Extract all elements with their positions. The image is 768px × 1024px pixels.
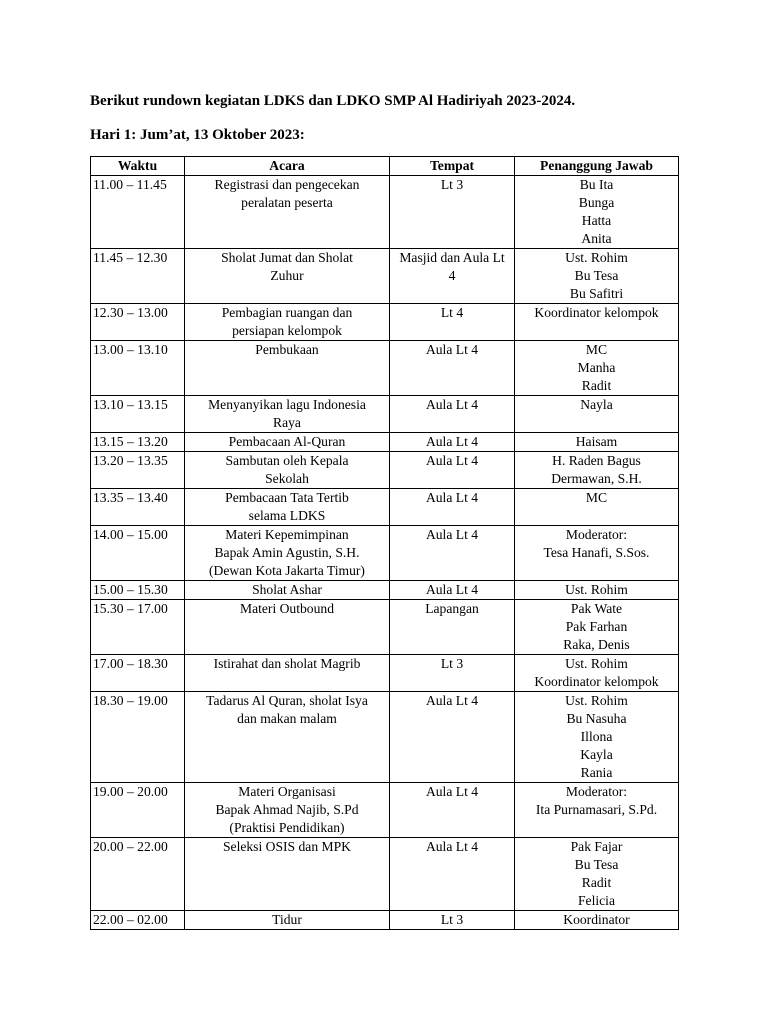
cell-penanggung-jawab-line: Radit	[581, 378, 612, 393]
cell-tempat-line: Aula Lt 4	[425, 453, 479, 468]
cell-penanggung-jawab	[515, 341, 679, 396]
cell-penanggung-jawab	[515, 600, 679, 655]
cell-tempat	[390, 341, 515, 396]
cell-acara-line: selama LDKS	[248, 508, 326, 523]
cell-tempat	[390, 783, 515, 838]
table-body	[91, 176, 679, 930]
cell-tempat-line: Aula Lt 4	[425, 693, 479, 708]
cell-penanggung-jawab-line: Kayla	[580, 747, 613, 762]
cell-acara	[185, 600, 390, 655]
cell-penanggung-jawab-line: Pak Wate	[570, 601, 623, 616]
cell-penanggung-jawab-line: Pak Farhan	[565, 619, 628, 634]
cell-acara-line: Tidur	[272, 912, 302, 927]
cell-acara	[185, 176, 390, 249]
cell-acara	[185, 396, 390, 433]
cell-penanggung-jawab	[515, 249, 679, 304]
cell-tempat	[390, 838, 515, 911]
cell-waktu: 13.15 – 13.20	[91, 433, 185, 452]
cell-waktu: 12.30 – 13.00	[91, 304, 185, 341]
cell-acara	[185, 526, 390, 581]
cell-tempat-line: Lt 3	[440, 177, 464, 192]
cell-acara-line: Bapak Ahmad Najib, S.Pd	[215, 802, 359, 817]
cell-acara-line: Raya	[273, 415, 301, 430]
cell-penanggung-jawab	[515, 526, 679, 581]
cell-acara	[185, 304, 390, 341]
cell-penanggung-jawab	[515, 433, 679, 452]
cell-tempat-line: Lt 3	[440, 912, 464, 927]
cell-acara-line: Materi Organisasi	[238, 784, 336, 799]
cell-tempat	[390, 249, 515, 304]
cell-tempat-line: Aula Lt 4	[425, 527, 479, 542]
cell-acara-line: Zuhur	[270, 268, 304, 283]
cell-acara-line: Materi Kepemimpinan	[225, 527, 349, 542]
table-row	[91, 433, 679, 452]
cell-penanggung-jawab-line: H. Raden Bagus	[552, 453, 641, 468]
cell-acara-line: Registrasi dan pengecekan	[214, 177, 360, 192]
cell-tempat	[390, 396, 515, 433]
header-acara: Acara	[185, 157, 390, 176]
cell-penanggung-jawab	[515, 783, 679, 838]
cell-acara	[185, 911, 390, 930]
cell-penanggung-jawab-line: Pak Fajar	[570, 839, 623, 854]
cell-acara-line: Sambutan oleh Kepala	[225, 453, 349, 468]
cell-penanggung-jawab-line: Ita Purnamasari, S.Pd.	[535, 802, 658, 817]
header-penanggung-jawab: Penanggung Jawab	[515, 157, 679, 176]
cell-penanggung-jawab-line: Koordinator	[563, 912, 630, 927]
table-row	[91, 341, 679, 396]
cell-waktu: 22.00 – 02.00	[91, 911, 185, 930]
header-tempat: Tempat	[390, 157, 515, 176]
cell-penanggung-jawab	[515, 396, 679, 433]
cell-acara-line: Pembagian ruangan dan	[221, 305, 353, 320]
cell-acara	[185, 655, 390, 692]
cell-acara	[185, 452, 390, 489]
header-waktu: Waktu	[91, 157, 185, 176]
table-row	[91, 249, 679, 304]
cell-penanggung-jawab-line: Radit	[581, 875, 612, 890]
cell-tempat	[390, 692, 515, 783]
cell-acara-line: (Dewan Kota Jakarta Timur)	[209, 563, 365, 578]
cell-tempat	[390, 489, 515, 526]
cell-waktu: 13.20 – 13.35	[91, 452, 185, 489]
cell-acara-line: dan makan malam	[237, 711, 337, 726]
cell-tempat-line: Aula Lt 4	[425, 582, 479, 597]
table-row	[91, 452, 679, 489]
table-header-row	[91, 157, 679, 176]
cell-penanggung-jawab-line: Koordinator kelompok	[534, 674, 659, 689]
cell-acara-line: peralatan peserta	[241, 195, 333, 210]
cell-penanggung-jawab-line: Bu Nasuha	[566, 711, 627, 726]
cell-acara-line: Sholat Jumat dan Sholat	[221, 250, 353, 265]
cell-penanggung-jawab-line: Hatta	[581, 213, 612, 228]
cell-tempat-line: Aula Lt 4	[425, 397, 479, 412]
cell-penanggung-jawab-line: Illona	[580, 729, 613, 744]
cell-acara	[185, 692, 390, 783]
cell-tempat	[390, 655, 515, 692]
cell-penanggung-jawab-line: Rania	[580, 765, 613, 780]
cell-tempat-line: Lt 3	[440, 656, 464, 671]
cell-penanggung-jawab	[515, 655, 679, 692]
cell-penanggung-jawab-line: Anita	[581, 231, 612, 246]
table-row	[91, 600, 679, 655]
cell-tempat-line: Masjid dan Aula Lt	[399, 250, 505, 265]
table-row	[91, 526, 679, 581]
cell-acara	[185, 783, 390, 838]
cell-waktu: 14.00 – 15.00	[91, 526, 185, 581]
table-row	[91, 581, 679, 600]
cell-tempat-line: Lt 4	[440, 305, 464, 320]
cell-acara	[185, 341, 390, 396]
cell-waktu: 11.45 – 12.30	[91, 249, 185, 304]
cell-waktu: 13.35 – 13.40	[91, 489, 185, 526]
cell-penanggung-jawab-line: Felicia	[578, 893, 615, 908]
cell-waktu: 17.00 – 18.30	[91, 655, 185, 692]
cell-penanggung-jawab-line: Bu Tesa	[574, 857, 619, 872]
cell-acara-line: Tadarus Al Quran, sholat Isya	[206, 693, 368, 708]
cell-penanggung-jawab-line: Bunga	[578, 195, 615, 210]
cell-acara	[185, 489, 390, 526]
table-row	[91, 692, 679, 783]
cell-penanggung-jawab-line: Moderator:	[565, 784, 628, 799]
table-row	[91, 489, 679, 526]
cell-penanggung-jawab-line: Bu Ita	[579, 177, 614, 192]
cell-acara-line: Pembacaan Tata Tertib	[225, 490, 349, 505]
cell-waktu: 15.30 – 17.00	[91, 600, 185, 655]
cell-penanggung-jawab-line: Ust. Rohim	[565, 250, 628, 265]
cell-tempat-line: Lapangan	[425, 601, 479, 616]
cell-penanggung-jawab-line: Manha	[577, 360, 616, 375]
cell-acara-line: Seleksi OSIS dan MPK	[222, 839, 352, 854]
cell-acara	[185, 838, 390, 911]
table-row	[91, 655, 679, 692]
rundown-table	[90, 156, 679, 930]
table-row	[91, 176, 679, 249]
cell-penanggung-jawab-line: Ust. Rohim	[565, 693, 628, 708]
cell-penanggung-jawab-line: Haisam	[575, 434, 618, 449]
cell-penanggung-jawab-line: Bu Tesa	[574, 268, 619, 283]
cell-tempat	[390, 452, 515, 489]
cell-penanggung-jawab	[515, 911, 679, 930]
table-row	[91, 396, 679, 433]
cell-penanggung-jawab-line: Ust. Rohim	[565, 656, 628, 671]
cell-tempat-line: Aula Lt 4	[425, 839, 479, 854]
cell-waktu: 15.00 – 15.30	[91, 581, 185, 600]
cell-penanggung-jawab	[515, 452, 679, 489]
cell-acara	[185, 581, 390, 600]
cell-tempat	[390, 600, 515, 655]
cell-acara-line: Sekolah	[265, 471, 309, 486]
cell-waktu: 13.10 – 13.15	[91, 396, 185, 433]
cell-penanggung-jawab	[515, 304, 679, 341]
cell-penanggung-jawab	[515, 489, 679, 526]
cell-waktu: 18.30 – 19.00	[91, 692, 185, 783]
cell-tempat	[390, 304, 515, 341]
table-row	[91, 911, 679, 930]
document-intro: Berikut rundown kegiatan LDKS dan LDKO SMP Al Hadiriyah 2023-2024.	[90, 93, 576, 109]
cell-penanggung-jawab	[515, 176, 679, 249]
cell-acara-line: Sholat Ashar	[252, 582, 322, 597]
cell-penanggung-jawab-line: MC	[585, 490, 608, 505]
cell-tempat-line: Aula Lt 4	[425, 490, 479, 505]
cell-waktu: 20.00 – 22.00	[91, 838, 185, 911]
cell-tempat	[390, 433, 515, 452]
table-row	[91, 838, 679, 911]
cell-penanggung-jawab-line: MC	[585, 342, 608, 357]
cell-tempat	[390, 911, 515, 930]
cell-acara	[185, 249, 390, 304]
cell-penanggung-jawab-line: Raka, Denis	[563, 637, 630, 652]
cell-penanggung-jawab-line: Bu Safitri	[569, 286, 624, 301]
cell-acara-line: Pembacaan Al-Quran	[228, 434, 346, 449]
cell-waktu: 19.00 – 20.00	[91, 783, 185, 838]
table-row	[91, 304, 679, 341]
cell-acara-line: (Praktisi Pendidikan)	[229, 820, 345, 835]
table-row	[91, 783, 679, 838]
cell-penanggung-jawab-line: Moderator:	[565, 527, 628, 542]
cell-tempat	[390, 526, 515, 581]
cell-tempat	[390, 581, 515, 600]
cell-tempat	[390, 176, 515, 249]
cell-penanggung-jawab	[515, 838, 679, 911]
cell-acara-line: persiapan kelompok	[232, 323, 342, 338]
cell-acara-line: Materi Outbound	[239, 601, 334, 616]
day-title: Hari 1: Jum’at, 13 Oktober 2023:	[90, 127, 305, 143]
cell-waktu: 13.00 – 13.10	[91, 341, 185, 396]
cell-tempat-line: 4	[448, 268, 456, 283]
cell-acara-line: Menyanyikan lagu Indonesia	[208, 397, 366, 412]
cell-acara-line: Pembukaan	[255, 342, 319, 357]
cell-penanggung-jawab-line: Koordinator kelompok	[534, 305, 659, 320]
cell-waktu: 11.00 – 11.45	[91, 176, 185, 249]
cell-penanggung-jawab-line: Tesa Hanafi, S.Sos.	[543, 545, 650, 560]
cell-penanggung-jawab-line: Nayla	[580, 397, 613, 412]
cell-penanggung-jawab-line: Ust. Rohim	[565, 582, 628, 597]
cell-penanggung-jawab	[515, 692, 679, 783]
cell-acara-line: Bapak Amin Agustin, S.H.	[214, 545, 360, 560]
cell-tempat-line: Aula Lt 4	[425, 784, 479, 799]
cell-acara-line: Istirahat dan sholat Magrib	[213, 656, 361, 671]
cell-penanggung-jawab-line: Dermawan, S.H.	[551, 471, 642, 486]
cell-tempat-line: Aula Lt 4	[425, 342, 479, 357]
cell-penanggung-jawab	[515, 581, 679, 600]
cell-tempat-line: Aula Lt 4	[425, 434, 479, 449]
cell-acara	[185, 433, 390, 452]
